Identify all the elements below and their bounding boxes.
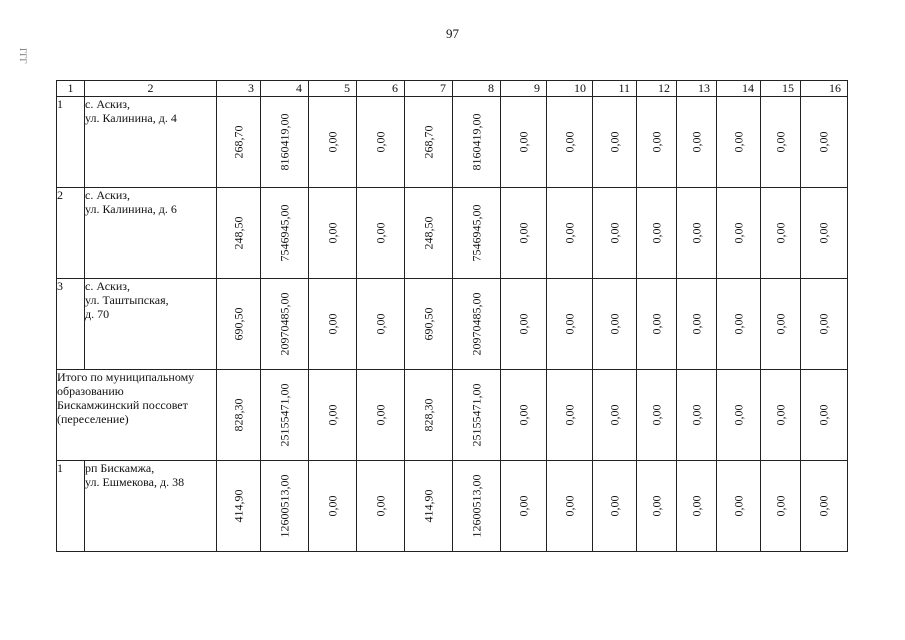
value-cell (309, 97, 357, 188)
value-text: 0,00 (607, 131, 621, 153)
value-text: 0,00 (607, 313, 621, 335)
value-text: 0,00 (325, 404, 339, 426)
address-cell: рп Бискамжа, ул. Ешмекова, д. 38 (85, 461, 217, 552)
value-cell (261, 97, 309, 188)
value-cell (309, 370, 357, 461)
value-cell (357, 370, 405, 461)
value-cell (547, 188, 593, 279)
value-text: 7546945,00 (469, 204, 483, 262)
value-cell (217, 97, 261, 188)
address-cell: с. Аскиз, ул. Таштыпская, д. 70 (85, 279, 217, 370)
value-cell (501, 188, 547, 279)
value-text: 0,00 (773, 313, 787, 335)
value-cell (405, 279, 453, 370)
value-cell (637, 461, 677, 552)
value-text: 0,00 (773, 222, 787, 244)
value-cell (357, 97, 405, 188)
value-cell (309, 461, 357, 552)
value-cell (637, 279, 677, 370)
value-text: 0,00 (373, 313, 387, 335)
value-text: 828,30 (231, 398, 245, 432)
value-text: 414,90 (231, 489, 245, 523)
value-text: 0,00 (731, 131, 745, 153)
value-cell (677, 188, 717, 279)
column-header: 14 (717, 81, 761, 97)
value-text: 690,50 (421, 307, 435, 341)
value-text: 0,00 (773, 495, 787, 517)
value-text: 0,00 (516, 131, 530, 153)
value-text: 690,50 (231, 307, 245, 341)
value-cell (637, 370, 677, 461)
value-text: 0,00 (373, 404, 387, 426)
value-text: 0,00 (649, 313, 663, 335)
value-text: 0,00 (562, 131, 576, 153)
value-cell (405, 97, 453, 188)
value-text: 8160419,00 (469, 113, 483, 171)
value-text: 25155471,00 (469, 383, 483, 447)
value-text: 0,00 (325, 131, 339, 153)
value-text: 414,90 (421, 489, 435, 523)
value-cell (453, 279, 501, 370)
value-text: 0,00 (649, 222, 663, 244)
value-text: 0,00 (689, 131, 703, 153)
column-header: 5 (309, 81, 357, 97)
value-cell (261, 279, 309, 370)
value-cell (761, 97, 801, 188)
column-header: 4 (261, 81, 309, 97)
value-text: 0,00 (731, 404, 745, 426)
value-text: 0,00 (516, 222, 530, 244)
value-cell (309, 279, 357, 370)
value-text: 0,00 (373, 131, 387, 153)
value-text: 0,00 (816, 313, 831, 335)
value-cell (593, 279, 637, 370)
value-cell (501, 279, 547, 370)
value-cell (717, 461, 761, 552)
value-text: 0,00 (516, 404, 530, 426)
value-text: 0,00 (562, 495, 576, 517)
value-cell (405, 370, 453, 461)
table-row (57, 188, 848, 279)
total-label: Итого по муниципальному образованию Бискамжинский поссовет (переселение) (57, 370, 217, 461)
value-text: 25155471,00 (277, 383, 291, 447)
value-text: 0,00 (373, 495, 387, 517)
value-text: 0,00 (562, 222, 576, 244)
value-text: 0,00 (773, 131, 787, 153)
value-cell (309, 188, 357, 279)
value-text: 0,00 (516, 495, 530, 517)
value-text: 20970485,00 (469, 292, 483, 356)
value-cell (801, 97, 848, 188)
data-table (56, 80, 848, 552)
value-cell (357, 279, 405, 370)
value-text: 0,00 (649, 131, 663, 153)
value-cell (593, 370, 637, 461)
table-row (57, 279, 848, 370)
value-cell (261, 188, 309, 279)
value-cell (677, 279, 717, 370)
value-text: 268,70 (231, 125, 245, 159)
value-text: 0,00 (689, 404, 703, 426)
value-text: 0,00 (816, 404, 831, 426)
column-header: 13 (677, 81, 717, 97)
column-header: 10 (547, 81, 593, 97)
margin-mark: ГГГ (18, 48, 28, 64)
column-header: 2 (85, 81, 217, 97)
value-text: 12600513,00 (277, 474, 291, 538)
value-cell (217, 461, 261, 552)
value-cell (637, 188, 677, 279)
column-header: 1 (57, 81, 85, 97)
value-cell (261, 370, 309, 461)
value-cell (761, 188, 801, 279)
value-cell (593, 97, 637, 188)
value-cell (501, 370, 547, 461)
value-cell (717, 370, 761, 461)
value-cell (717, 188, 761, 279)
value-text: 0,00 (325, 495, 339, 517)
value-cell (801, 188, 848, 279)
value-cell (453, 97, 501, 188)
page-number: 97 (446, 26, 459, 41)
value-cell (761, 370, 801, 461)
column-header: 7 (405, 81, 453, 97)
value-cell (717, 97, 761, 188)
value-text: 0,00 (607, 495, 621, 517)
row-number: 1 (57, 461, 85, 552)
value-text: 0,00 (649, 495, 663, 517)
value-cell (405, 461, 453, 552)
value-text: 248,50 (231, 216, 245, 250)
value-text: 0,00 (689, 222, 703, 244)
value-text: 8160419,00 (277, 113, 291, 171)
value-cell (677, 97, 717, 188)
row-number: 1 (57, 97, 85, 188)
value-text: 0,00 (325, 313, 339, 335)
value-cell (453, 188, 501, 279)
value-cell (217, 188, 261, 279)
value-cell (357, 188, 405, 279)
value-text: 0,00 (562, 313, 576, 335)
column-header: 12 (637, 81, 677, 97)
value-cell (677, 461, 717, 552)
value-text: 0,00 (562, 404, 576, 426)
value-cell (453, 370, 501, 461)
value-cell (547, 97, 593, 188)
value-cell (547, 461, 593, 552)
value-cell (761, 279, 801, 370)
value-text: 0,00 (731, 313, 745, 335)
value-cell (801, 370, 848, 461)
table-row (57, 97, 848, 188)
value-cell (453, 461, 501, 552)
column-header: 6 (357, 81, 405, 97)
column-header: 3 (217, 81, 261, 97)
value-text: 0,00 (516, 313, 530, 335)
value-cell (261, 461, 309, 552)
value-cell (547, 370, 593, 461)
row-number: 2 (57, 188, 85, 279)
value-cell (217, 370, 261, 461)
value-cell (593, 188, 637, 279)
value-text: 0,00 (816, 495, 831, 517)
value-text: 0,00 (731, 495, 745, 517)
value-cell (501, 97, 547, 188)
value-cell (677, 370, 717, 461)
value-text: 0,00 (607, 222, 621, 244)
value-cell (717, 279, 761, 370)
column-header: 15 (761, 81, 801, 97)
table-row (57, 370, 848, 461)
value-cell (801, 279, 848, 370)
value-cell (547, 279, 593, 370)
value-text: 0,00 (816, 222, 831, 244)
value-cell (637, 97, 677, 188)
address-cell: с. Аскиз, ул. Калинина, д. 4 (85, 97, 217, 188)
value-cell (357, 461, 405, 552)
table-header-row (57, 81, 848, 97)
value-cell (405, 188, 453, 279)
value-text: 0,00 (689, 495, 703, 517)
table-row (57, 461, 848, 552)
address-cell: с. Аскиз, ул. Калинина, д. 6 (85, 188, 217, 279)
value-text: 20970485,00 (277, 292, 291, 356)
value-cell (761, 461, 801, 552)
value-text: 12600513,00 (469, 474, 483, 538)
row-number: 3 (57, 279, 85, 370)
value-text: 0,00 (325, 222, 339, 244)
column-header: 9 (501, 81, 547, 97)
value-text: 0,00 (373, 222, 387, 244)
value-cell (593, 461, 637, 552)
value-text: 248,50 (421, 216, 435, 250)
value-text: 7546945,00 (277, 204, 291, 262)
column-header: 11 (593, 81, 637, 97)
column-header: 16 (801, 81, 848, 97)
value-text: 0,00 (816, 131, 831, 153)
value-text: 0,00 (607, 404, 621, 426)
value-cell (501, 461, 547, 552)
value-text: 0,00 (689, 313, 703, 335)
column-header: 8 (453, 81, 501, 97)
value-cell (801, 461, 848, 552)
value-cell (217, 279, 261, 370)
value-text: 0,00 (649, 404, 663, 426)
value-text: 828,30 (421, 398, 435, 432)
value-text: 268,70 (421, 125, 435, 159)
value-text: 0,00 (773, 404, 787, 426)
value-text: 0,00 (731, 222, 745, 244)
